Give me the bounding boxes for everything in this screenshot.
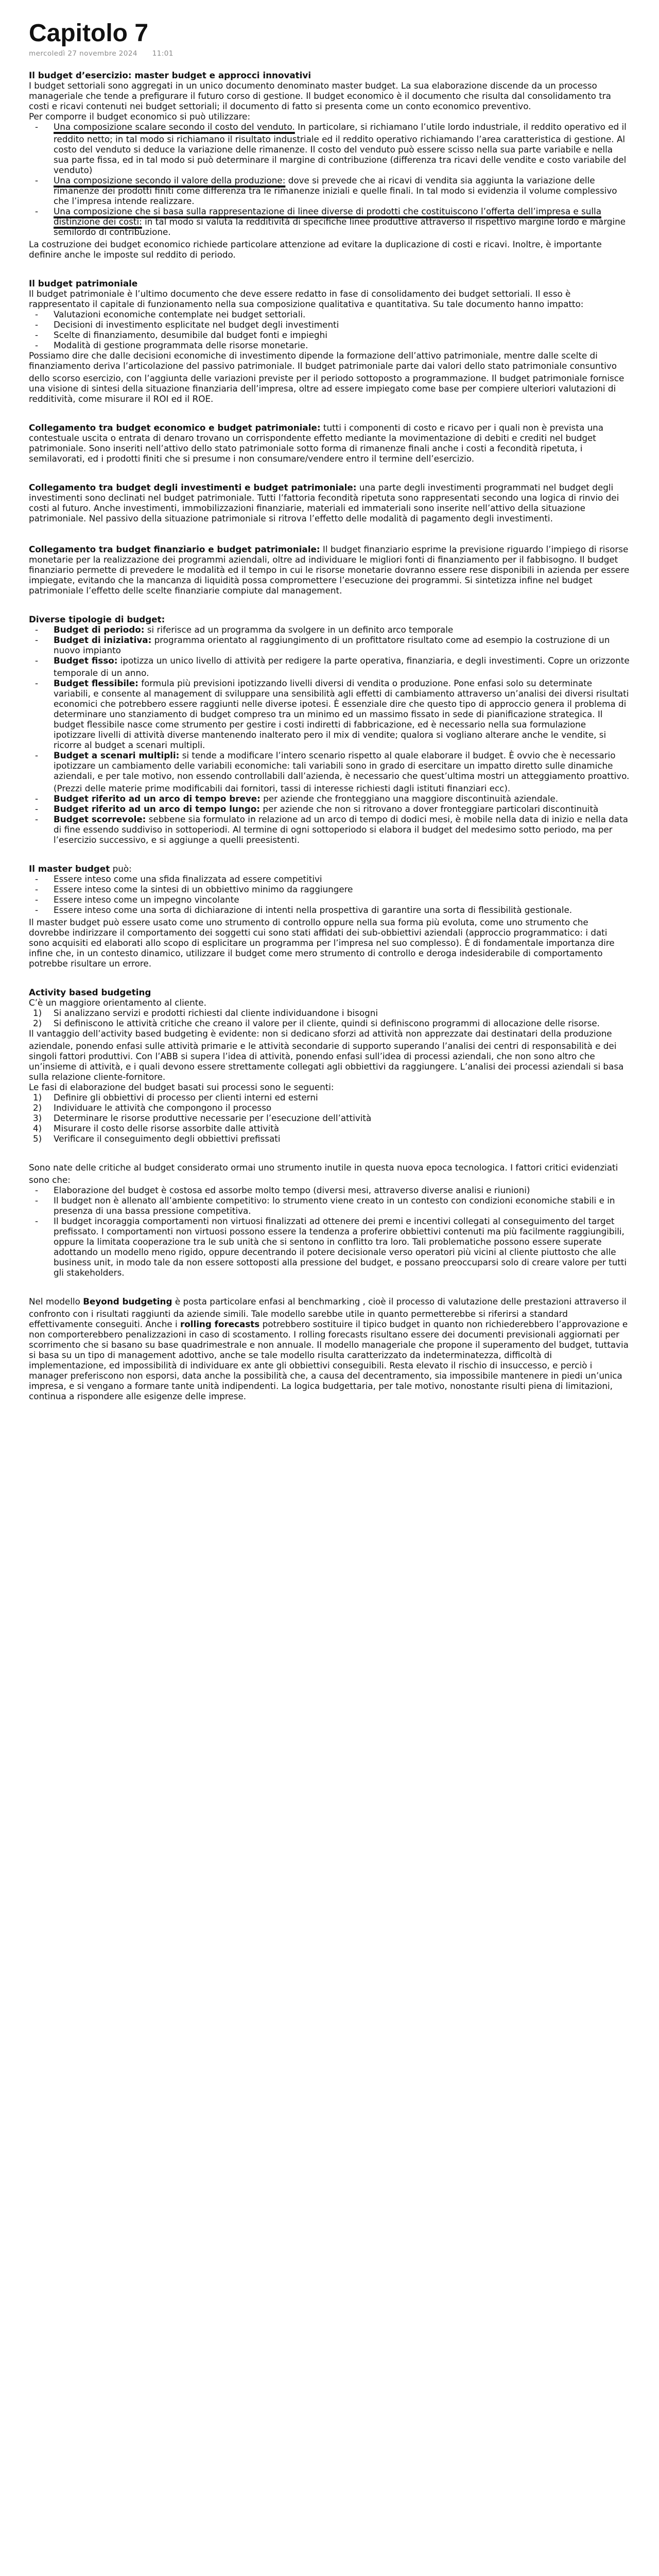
inline-text: una parte degli investimenti programmati nel budget degli investimenti sono declinati nel budget patrimoniale. Tutti l’fattoria fecondità ripetuta sono rappresentati secondo una logica di rinvio dei costi al futuro. Anche investimenti, immobilizzazioni finanziarie, materiali ed immateriali sono inserite nell’attivo della situazione patrimoniale. Nel passivo della situazione patrimoniale si ritrova l’effetto delle modalità di pagamento degli investimenti. [29,482,619,524]
item-number: 1) [33,1092,42,1103]
section-master-budget-uses [29,863,630,969]
inline-text: Il budget finanziario esprime la previsione riguardo l’impiego di risorse monetarie per la realizzazione dei programmi aziendali, oltre ad individuare le migliori fonti di finanziamento per il fabbisogno. Il budget finanziario permette di prevedere le modalità ed il tempo in cui le risorse monetarie dovranno essere rese disponibili in azienda per essere impiegate, evitando che la mancanza di liquidità possa compromettere l’esecuzione dei programmi. Si sintetizza infine nel budget patrimoniale l’effetto delle scelte finanziarie compiute dal management. [29,543,630,596]
numbered-list [29,1092,630,1145]
section-budget-patrimoniale [29,278,630,404]
item-number: 4) [33,1124,42,1134]
inline-text: può: [110,863,132,874]
page-meta [29,49,630,58]
item-text: per aziende che non si ritrovano a dover fronteggiare particolari discontinuità [260,803,599,814]
inline-heading: Collegamento tra budget degli investimenti e budget patrimoniale: [29,482,357,493]
list-item [29,1092,630,1103]
inline-heading: Collegamento tra budget finanziario e budget patrimoniale: [29,543,320,554]
item-text: Misurare il costo delle risorse assorbite dalle attività [54,1124,279,1134]
inline-emphasis: rolling forecasts [180,1318,260,1329]
page-header [0,0,659,58]
item-text: Si analizzano servizi e prodotti richiesti dal cliente individuandone i bisogni [54,1008,378,1019]
item-text: in tal modo si valuta la redditività di specifiche linee produttive attraverso il rispettivo margine lordo e margine semilordo di contribuzione. [54,217,626,238]
list-item [29,677,630,751]
item-text: per aziende che fronteggiano una maggiore discontinuità aziendale. [260,792,559,803]
item-emphasis: Budget riferito ad un arco di tempo breve: [54,792,261,803]
inline-emphasis: Beyond budgeting [83,1297,172,1308]
paragraph: Il master budget può essere usato come uno strumento di controllo oppure nella sua forma più evoluta, come uno strumento che dovrebbe indirizzare il comportamento dei soggetti cui sono stati affidati dei sub-obbiettivi aziendali (approccio programmatico: i dati sono acquisiti ed elaborati allo scopo di esplicitare un programma per l’impresa nel suo complesso). È di fondamentale importanza dire infine che, in un contesto dinamico, utilizzare il budget come mero strumento di controllo e deroga indesiderabile di comportamento potrebbe risultare un errore. [29,916,615,969]
list-item [29,1008,630,1019]
item-text: si tende a modificare l’intero scenario rispetto al quale elaborare il budget. È ovvio che è necessario ipotizzare un cambiamento delle variabili economiche: tali variabili sono in grado di esercitare un impatto diretto sulle dinamiche aziendali, e per tale motivo, non essendo controllabili dall’azienda, è necessario che quest’ultima mostri un atteggiamento proattivo. (Prezzi delle materie prime modificabili dai fornitori, tassi di interesse richiesti dagli istituti finanziari ecc). [54,751,630,793]
section-activity-based-budgeting [29,987,630,1145]
paragraph: La costruzione dei budget economico richiede particolare attenzione ad evitare la duplicazione di costi e ricavi. Inoltre, è importante definire anche le imposte sul reddito di periodo. [29,238,602,259]
page-title: Capitolo 7 [29,19,149,47]
item-emphasis: Budget scorrevole: [54,814,146,824]
paragraph [29,543,630,596]
paragraph: Il vantaggio dell’activity based budgeting è evidente: non si dedicano sforzi ad attività non apprezzate dai destinatari della produzione aziendale, ponendo enfasi sulle attività primarie e le attività secondarie di supporto superando l’analisi dei centri di responsabilità e dei singoli fattori produttivi. Con l’ABB si supera l’idea di attività, ponendo enfasi sull’idea di processi aziendali, che non sono altro che un’insieme di attività, e i quali devono essere strettamente collegati agli obbiettivi da raggiungere. L’analisi dei processi aziendali si basa sulla relazione cliente-fornitore. [29,1029,624,1082]
list-item [29,625,630,635]
list-item: - Il budget incoraggia comportamenti non virtuosi finalizzati ad ottenere dei premi e incentivi collegati al conseguimento del target prefissato. I comportamenti non virtuosi possono essere la tendenza a proferire obbiettivi contenuti ma più facilmente raggiungibili, oppure la limitata cooperazione tra le sub unità che si sentono in conflitto tra loro. Tali problematiche possono essere superate adottando un modello meno rigido, oppure decentrando il potere decisionale verso operatori più vicini al cliente piuttosto che alle business unit, in modo tale da non essere sottoposti alla pressione del budget, e possano preoccuparsi solo di creare valore per tutti gli stakeholders. [29,1216,630,1279]
item-text: Si definiscono le attività critiche che creano il valore per il cliente, quindi si definiscono programmi di allocazione delle risorse. [54,1019,600,1029]
item-text: In particolare, si richiamano l’utile lordo industriale, il reddito operativo ed il reddito netto; in tal modo si richiamano il risultato industriale ed il reddito operativo richiamando l’area caratteristica di gestione. Al costo del venduto si deduce la variazione delle rimanenze. Il costo del venduto può essere scisso nella sua parte variabile e nella sua parte fissa, ed in tal modo si può determinare il margine di contribuzione (differenza tra ricavi delle vendite e costo variabile del venduto) [54,122,627,175]
page-content [0,58,659,1402]
list-item: - Scelte di finanziamento, desumibile dal budget fonti e impieghi [29,330,630,341]
list-item: - Essere inteso come una sfida finalizzata ad essere competitivi [29,874,630,885]
item-emphasis: Una composizione che si basa sulla rappresentazione di linee diverse di prodotti che costituiscono l’offerta dell’impresa e sulla distinzione dei costi: [54,206,601,228]
paragraph [29,1297,630,1402]
page-time: 11:01 [152,49,174,58]
inline-text: tutti i componenti di costo e ricavo per i quali non è prevista una contestuale uscita o entrata di denaro trovano un corrispondente effetto mediante la movimentazione di debiti e crediti nel budget patrimoniale. Sono inseriti nell’attivo dello stato patrimoniale sotto forma di rimanenze finali anche i costi a fecondità ripetuta, i semilavorati, ed i prodotti finiti che si presume i non consumare/vendere entro il termine dell’esercizio. [29,422,604,464]
inline-text: è posta particolare enfasi al benchmarking , cioè il processo di valutazione delle prestazioni attraverso il confronto con i risultati raggiunti da aziende simili. Tale modello sarebbe utile in quanto permetterebbe si riferirsi a standard effettivamente conseguiti. Anche i [29,1297,627,1329]
list-item: - Essere inteso come un impegno vincolante [29,895,630,906]
item-text: Determinare le risorse produttive necessarie per l’esecuzione dell’attività [54,1113,372,1124]
bullet-list [29,874,630,917]
list-item: - Valutazioni economiche contemplate nei budget settoriali. [29,309,630,319]
paragraph: C’è un maggiore orientamento al cliente. [29,997,206,1008]
inline-text: Nel modello [29,1297,83,1308]
section-collegamento-finanziario [29,543,630,596]
item-text: programma orientato al raggiungimento di un profittatore risultato come ad esempio la costruzione di un nuovo impianto [54,635,610,656]
inline-text: potrebbero sostituire il tipico budget in quanto non richiederebbero l’approvazione e non comporterebbero penalizzazioni in caso di scostamento. I rolling forecasts risultano essere dei documenti previsionali aggiornati per scorrimento che si basano su base quadrimestrale e non annuale. Il modello manageriale che propone il superamento del budget, tuttavia si basa su un tipo di management adottivo, anche se tale modello risulta caratterizzato da indeterminatezza, difficoltà di implementazione, ed impossibilità di individuare ex ante gli obbiettivi conseguibili. Resta elevato il rischio di insuccesso, e perciò i manager preferiscono non esporsi, data anche la possibilità che, a causa del decentramento, sia impossibile mantenere in piedi un’unica impresa, e si vengano a formare tante unità indipendenti. La logica budgettaria, per tale motivo, nonostante risulti piena di limitazioni, continua a rispondere alle esigenze delle imprese. [29,1318,629,1402]
list-item: - Essere inteso come una sorta di dichiarazione di intenti nella prospettiva di garantire una sorta di flessibilità gestionale. [29,906,630,916]
item-text: formula più previsioni ipotizzando livelli diversi di vendita o produzione. Pone enfasi solo su determinate variabili, e consente al management di sviluppare una sensibilità agli effetti di cambiamento attraverso un’analisi dei diversi risultati economici che potrebbero essere raggiunti nelle diverse ipotesi. È essenziale dire che questo tipo di approccio genera il problema di determinare uno stanziamento di budget compreso tra un minimo ed un massimo fissato in sede di pianificazione strategica. Il budget flessibile nasce come strumento per gestire i costi indiretti di fabbricazione, ed è necessario nella sua formulazione ipotizzare livelli di attività diverse mantenendo inalterato pero il mix di vendite; qualora si vogliano alterare anche le vendite, si ricorre al budget a scenari multipli. [54,677,629,751]
paragraph: Possiamo dire che dalle decisioni economiche di investimento dipende la formazione dell’attivo patrimoniale, mentre dalle scelte di finanziamento deriva l’articolazione del passivo patrimoniale. Il budget patrimoniale parte dai valori dello stato patrimoniale consuntivo dello scorso esercizio, con l’aggiunta delle variazioni previste per il periodo sottoposto a programmazione. Il budget patrimoniale fornisce una visione di sintesi della situazione finanziaria dell’impresa, oltre ad essere impiegato come base per compiere ulteriori valutazioni di redditività, come misurare il ROI ed il ROE. [29,351,625,403]
list-item [29,803,630,814]
list-item [29,207,630,238]
section-master-budget [29,70,630,259]
item-number: 5) [33,1134,42,1145]
bullet-list [29,309,630,351]
section-heading: Il budget d’esercizio: master budget e approcci innovativi [29,70,311,80]
item-emphasis: Una composizione scalare secondo il costo del venduto. [54,122,295,133]
list-item [29,793,630,803]
section-heading: Il budget patrimoniale [29,277,138,288]
page-date: mercoledì 27 novembre 2024 [29,49,137,58]
bullet-list [29,1184,630,1279]
item-text: dove si prevede che ai ricavi di vendita sia aggiunta la variazione delle rimanenze dei prodotti finiti come differenza tra le rimanenze iniziali e quelle finali. In tal modo si evidenzia il volume complessivo che l’impresa intende realizzare. [54,175,617,207]
bullet-list [29,123,630,238]
section-tipologie-budget [29,614,630,845]
list-item [29,123,630,175]
paragraph [29,422,630,464]
list-item [29,1103,630,1113]
list-item [29,635,630,656]
item-emphasis: Budget di iniziativa: [54,635,152,646]
section-heading: Diverse tipologie di budget: [29,614,165,625]
paragraph: Sono nate delle critiche al budget considerato ormai uno strumento inutile in questa nuova epoca tecnologica. I fattori critici evidenziati sono che: [29,1163,618,1184]
list-item [29,1019,630,1029]
item-text: si riferisce ad un programma da svolgere in un definito arco temporale [144,624,454,635]
list-item [29,751,630,793]
list-item [29,1113,630,1124]
list-item: - Modalità di gestione programmata delle risorse monetarie. [29,341,630,351]
list-item: - Elaborazione del budget è costosa ed assorbe molto tempo (diversi mesi, attraverso diverse analisi e riunioni) [29,1184,630,1195]
list-item: - Decisioni di investimento esplicitate nel budget degli investimenti [29,319,630,330]
inline-heading: Collegamento tra budget economico e budget patrimoniale: [29,422,321,433]
paragraph: I budget settoriali sono aggregati in un unico documento denominato master budget. La sua elaborazione discende da un processo manageriale che tende a prefigurare il futuro corso di gestione. Il budget economico è il documento che risulta dal consolidamento tra costi e ricavi contenuti nei budget settoriali; il documento di fatto si presenta come un conto economico preventivo. [29,80,611,112]
section-critiche-budget [29,1163,630,1279]
item-number: 3) [33,1113,42,1124]
paragraph: Le fasi di elaborazione del budget basati sui processi sono le seguenti: [29,1081,334,1092]
item-text: ipotizza un unico livello di attività per redigere la parte operativa, finanziaria, e degli investimenti. Copre un orizzonte temporale di un anno. [54,656,630,677]
list-item [29,1124,630,1134]
section-beyond-budgeting [29,1297,630,1402]
paragraph [29,863,630,874]
list-item [29,814,630,845]
item-number: 1) [33,1008,42,1019]
item-emphasis: Una composizione secondo il valore della produzione: [54,175,286,185]
item-text: Individuare le attività che compongono il processo [54,1103,272,1113]
list-item [29,1134,630,1144]
inline-heading: Il master budget [29,863,110,874]
list-item [29,175,630,207]
section-heading: Activity based budgeting [29,987,151,998]
item-emphasis: Budget a scenari multipli: [54,751,180,761]
bullet-list [29,625,630,845]
paragraph [29,483,630,525]
item-text: sebbene sia formulato in relazione ad un arco di tempo di dodici mesi, è mobile nella data di inizio e nella data di fine essendo suddiviso in sottoperiodi. Al termine di ogni sottoperiodo si elabora il budget del medesimo sotto periodo, ma per l’esercizio successivo, e si aggiunge a quelli preesistenti. [54,814,628,845]
list-item: - Il budget non è allenato all’ambiente competitivo: lo strumento viene creato in un contesto con condizioni economiche stabili e in presenza di una bassa pressione competitiva. [29,1195,630,1216]
numbered-list [29,1008,630,1029]
item-emphasis: Budget di periodo: [54,624,145,635]
section-collegamento-economico [29,422,630,464]
section-collegamento-investimenti [29,483,630,525]
item-emphasis: Budget flessibile: [54,677,138,688]
item-text: Verificare il conseguimento degli obbiettivi prefissati [54,1134,281,1145]
paragraph: Per comporre il budget economico si può utilizzare: [29,112,251,123]
item-emphasis: Budget riferito ad un arco di tempo lungo: [54,803,261,814]
list-item [29,656,630,677]
item-number: 2) [33,1103,42,1113]
item-number: 2) [33,1019,42,1029]
item-text: Definire gli obbiettivi di processo per clienti interni ed esterni [54,1092,318,1103]
list-item: - Essere inteso come la sintesi di un obbiettivo minimo da raggiungere [29,885,630,895]
item-emphasis: Budget fisso: [54,656,118,667]
paragraph: Il budget patrimoniale è l’ultimo documento che deve essere redatto in fase di consolidamento dei budget settoriali. Il esso è rappresentato il capitale di funzionamento nella sua composizione qualitativa e quantitativa. Su tale documento hanno impatto: [29,288,584,309]
